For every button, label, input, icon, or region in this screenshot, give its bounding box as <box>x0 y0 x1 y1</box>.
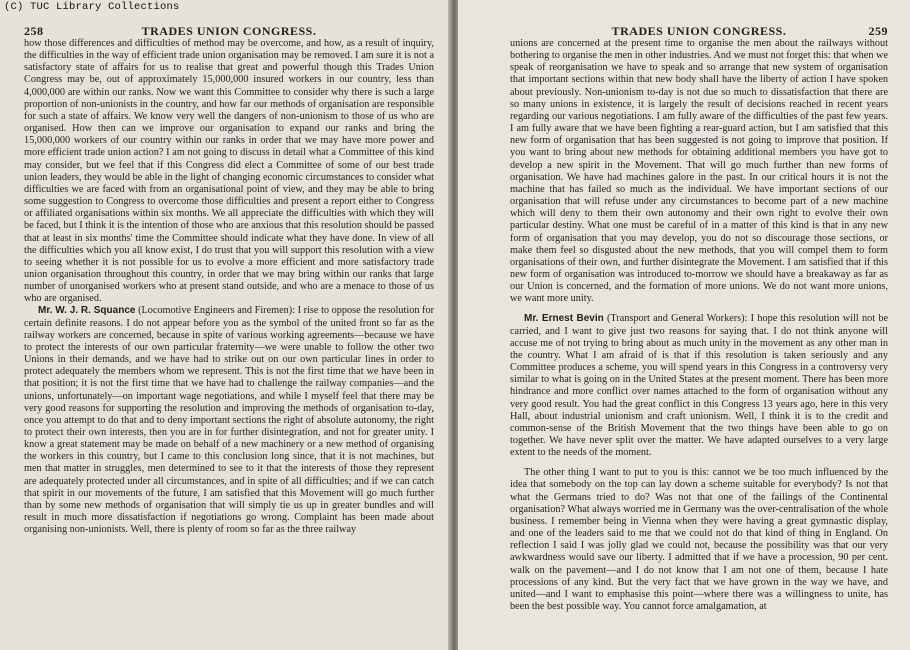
left-page <box>0 0 452 650</box>
right-paragraph-1: unions are concerned at the present time to organise the men about the railways without bothering to organise the men in other industries. And we must not forget this: that when we speak of reorganisation we have to speak and so arrange that new system of organisation that important sections within that new body shall have the liberty of action I have spoken about previously. Non-unionism to-day is not due so much to dissatisfaction that there are so many unions in existence, it is largely the result of decisions reached in recent years regarding our various negotiations. I am fully aware of the difficulties of the past few years. I am fully aware that we have been fighting a rear-guard action, but I am satisfied that this new form of organisation that has been suggested is not going to improve that position. If you want to bring about new methods for obtaining additional members you have got to develop a new spirit in the Movement. That will go much further than new forms of organisation. We have had machines galore in the past. In our critical hours it is not the machine that has failed so much as the individual. We have important sections of our organisation that will refuse under any circumstances to become part of a new machine which will deny to them their own autonomy and their own right to evolve their own particular destiny. What one must be careful of in a matter of this kind is that in any new form of organisation that you may develop, you do not so discourage those sections, or make them feel so disgusted about the new methods, that you will compel them to form organisations of their own, and further disintegrate the Movement. I am satisfied that if this new form of organisation was introduced to-morrow we should have a breakaway as far as our Union is concerned, and the formation of more unions. We do not want more unions, we want more unity. <box>510 38 888 305</box>
right-running-title: TRADES UNION CONGRESS. <box>611 24 787 38</box>
copyright-watermark: (C) TUC Library Collections <box>4 1 180 13</box>
left-page-number: 258 <box>24 24 44 38</box>
right-page-text <box>510 38 888 613</box>
left-page-header <box>24 10 434 38</box>
squance-speech: (Locomotive Engineers and Firemen): I rise to oppose the resolution for certain definite reasons. I do not appear before you as the symbol of the united front so far as the railway workers are concerned, because in spite of various working agreements—because we have to protect the interests of our own particular fraternity—we were unable to follow the other two Unions in their demands, and we have had to strike out on our own particular lines in order to protect adequately the members whom we represent. This is not the first time that we have been in that position; it is not the first time that we have had to challenge the railway companies—and the unions, unfortunately—on important wage negotiations, and while I myself feel that there may be very good reasons for supporting the resolution and improving the methods of organisation to-day, once you attempt to do that and to deny important sections the right of absolute autonomy, the right to protect their own interests, then you are in for further disintegration, and not for greater unity. I know a great statement may be made on behalf of a new machinery or a new method of organising the workers in this country, but I came to this conclusion long since, that it is not machines, but men that matter in struggles, men determined to see to it that the interests of those they represent are adequately protected under all circumstances, and in spite of all difficulties; and if we can catch that spirit in our movements of the future, I am satisfied that this Movement will go much further than by some new methods of organisation that will simply tie us up in greater bundles and will result in much more dissatisfaction if negotiations go wrong. Complaint has been made about organising non-unionists. Well, there is plenty of room so far as the three railway <box>24 305 435 536</box>
right-page-header <box>510 10 888 38</box>
left-paragraph-2 <box>24 305 434 536</box>
speaker-name-bevin: Mr. Ernest Bevin <box>524 313 604 325</box>
right-page-number: 259 <box>868 24 888 38</box>
speaker-name-squance: Mr. W. J. R. Squance <box>38 305 136 317</box>
left-page-text <box>24 38 434 536</box>
bevin-speech: (Transport and General Workers): I hope this resolution will not be carried, and I want to give just two reasons for saying that. I do not think anyone will accuse me of not trying to bring about as much unity in the movement as any other man in the country. What I am afraid of is that if this resolution is taken seriously and any Committee produces a scheme, you will spend years in this Congress in a controversy very similar to what is going on in the United States at the present moment. There has been more hindrance and more conflict over names attached to the form of organisation without any very good result. You had the great conflict in this Congress 13 years ago, here in this very Hall, about industrial unionism and craft unionism. Well, I think it is to the credit and common-sense of the British Movement that the two things have been able to go on together. We have never split over the matter. We have adapted ourselves to a very large extent to the needs of the moment. <box>510 313 889 459</box>
right-page <box>458 0 910 650</box>
left-paragraph-1: how those differences and difficulties of method may be overcome, and how, as a result of inquiry, the difficulties in the way of efficient trade union organisation may be removed. I am sure it is not a satisfactory state of affairs for us to realise that great and powerful though this Trades Union Congress may be, out of approximately 15,000,000 insured workers in our country, less than 4,000,000 are within our ranks. Now we want this Committee to consider why there is such a large proportion of non-unionists in the country, and how far our methods of organisation are responsible for such a state of affairs. We know very well the dangers of non-unionism to those of us who are organised. How then can we improve our organisation to expand our ranks and bring the 15,000,000 workers of our country within our ranks in order that we may have more power and more efficient trade union action? I am not going to discuss in detail what a Committee of this kind may consider, but we feel that if this Congress did elect a Committee of some of our best trade union leaders, they would be able in the light of changing economic circumstances to consider what difficulties we are faced with from an organisational point of view, and they may be able to bring some suggestion to Congress to overcome those difficulties and present a report either to Congress or affiliated organisations within six months. We all appreciate the difficulties with which they will be faced, but I think it is the intention of those who are anxious that this resolution should be passed that at least in six months' time the Committee should indicate what they have done. In view of all the difficulties which you all know exist, I do trust that you will support this resolution with a view to seeing whether it is not possible for us to evolve a more efficient and more satisfactory trade union organisation throughout this country, in order that we may bring within our ranks that large number of unorganised workers who at present stand outside, and who are a menace to those of us who are organised. <box>24 38 434 305</box>
right-paragraph-2 <box>510 313 888 459</box>
right-paragraph-3: The other thing I want to put to you is this: cannot we be too much influenced by the idea that somebody on the top can lay down a scheme suitable for everybody? Is not that what the Germans tried to do? Was not that one of the failings of the Continental organisation? What always worried me in Germany was the over-centralisation of the whole business. I remember being in Vienna when they were having a great gymnastic display, and one of the leaders said to me that we could not do that kind of thing in England. On reflection I said I was jolly glad we could not, because the possibility was that our very awkwardness would save our liberty. I admitted that if we have a procession, 90 per cent. walk on the pavement—and I do not know that I am not one of them, because I hate processions of any kind. But the very fact that we have grown in the way we have, and united—and I want to emphasise this point—where there was a willingness to unite, has been the best possible way. You cannot force amalgamation, at <box>510 467 888 613</box>
left-running-title: TRADES UNION CONGRESS. <box>141 24 317 38</box>
